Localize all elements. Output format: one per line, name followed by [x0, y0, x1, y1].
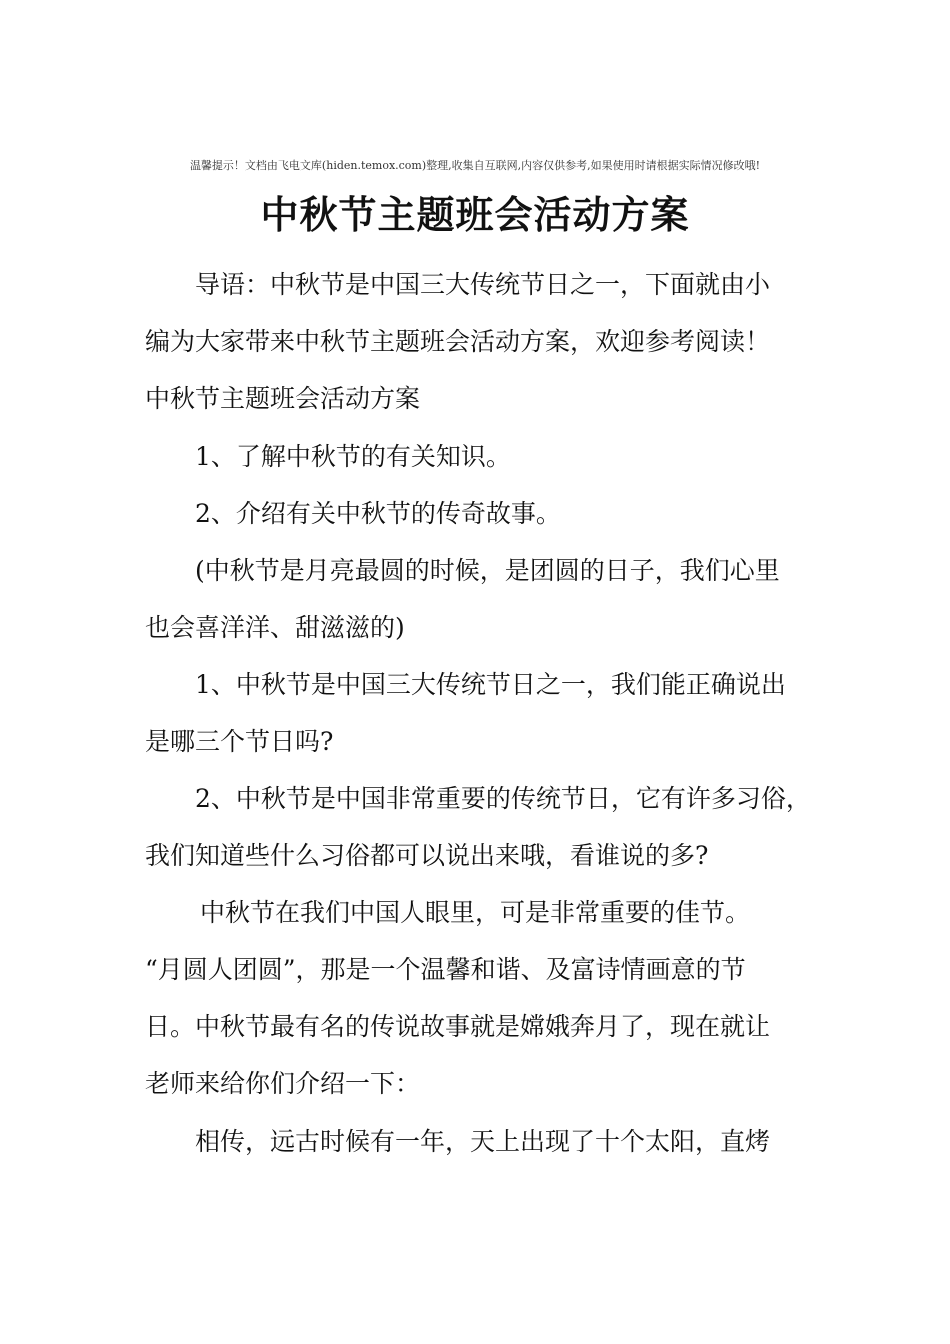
body-line: “月圆人团圆”，那是一个温馨和谐、及富诗情画意的节: [145, 955, 746, 984]
body-line: 老师来给你们介绍一下：: [145, 1069, 421, 1098]
body-line: 我们知道些什么习俗都可以说出来哦，看谁说的多?: [145, 841, 709, 870]
body-line: 相传，远古时候有一年，天上出现了十个太阳，直烤: [195, 1127, 771, 1156]
body-line: (中秋节是月亮最圆的时候，是团圆的日子，我们心里: [195, 556, 780, 585]
body-line: 日。中秋节最有名的传说故事就是嫦娥奔月了，现在就让: [145, 1012, 771, 1041]
body-line: 1、中秋节是中国三大传统节日之一，我们能正确说出: [195, 670, 786, 699]
body-line: 2、中秋节是中国非常重要的传统节日，它有许多习俗，: [195, 784, 811, 813]
body-line: 也会喜洋洋、甜滋滋的): [145, 613, 405, 642]
body-line: 中秋节在我们中国人眼里，可是非常重要的佳节。: [200, 898, 751, 927]
body-line: 2、介绍有关中秋节的传奇故事。: [195, 499, 561, 528]
header-notice: 温馨提示！文档由飞电文库(hiden.temox.com)整理,收集自互联网,内容仅供参考,如果使用时请根据实际情况修改哦!: [189, 159, 761, 172]
body-line: 导语：中秋节是中国三大传统节日之一，下面就由小: [195, 270, 771, 299]
body-line: 是哪三个节日吗?: [145, 727, 334, 756]
body-line: 1、了解中秋节的有关知识。: [195, 442, 511, 471]
section-heading: 中秋节主题班会活动方案: [145, 384, 421, 413]
body-line: 编为大家带来中秋节主题班会活动方案，欢迎参考阅读！: [145, 327, 771, 356]
document-title: 中秋节主题班会活动方案: [260, 192, 690, 237]
